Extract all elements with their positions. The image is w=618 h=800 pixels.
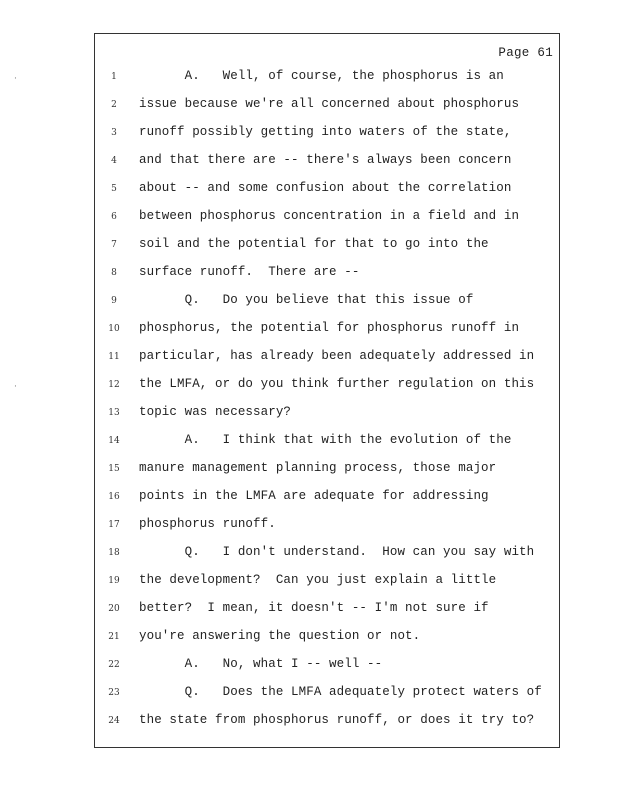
line-number: 14	[108, 436, 120, 446]
transcript-line: A. No, what I -- well --	[139, 657, 383, 671]
margin-mark: ·	[14, 74, 17, 84]
transcript-line: and that there are -- there's always been concern	[139, 153, 512, 167]
line-number: 9	[111, 296, 117, 306]
transcript-line: better? I mean, it doesn't -- I'm not sure if	[139, 601, 489, 615]
line-number: 19	[108, 576, 120, 586]
line-number: 24	[108, 716, 120, 726]
line-number: 12	[108, 380, 120, 390]
transcript-line: particular, has already been adequately addressed in	[139, 349, 535, 363]
transcript-line: about -- and some confusion about the correlation	[139, 181, 512, 195]
line-number: 6	[111, 212, 117, 222]
line-number: 15	[108, 464, 120, 474]
transcript-line: Q. I don't understand. How can you say with	[139, 545, 535, 559]
line-number: 3	[111, 128, 117, 138]
line-number: 16	[108, 492, 120, 502]
transcript-line: Q. Do you believe that this issue of	[139, 293, 474, 307]
transcript-line: phosphorus, the potential for phosphorus runoff in	[139, 321, 520, 335]
line-number: 13	[108, 408, 120, 418]
page-number: Page 61	[498, 46, 553, 60]
transcript-page	[94, 33, 560, 748]
line-number: 4	[111, 156, 117, 166]
line-number: 20	[108, 604, 120, 614]
transcript-line: the state from phosphorus runoff, or does it try to?	[139, 713, 535, 727]
line-number: 11	[108, 352, 120, 362]
line-number: 17	[108, 520, 120, 530]
transcript-line: runoff possibly getting into waters of the state,	[139, 125, 512, 139]
transcript-line: A. Well, of course, the phosphorus is an	[139, 69, 504, 83]
transcript-line: A. I think that with the evolution of the	[139, 433, 512, 447]
line-number: 2	[111, 100, 117, 110]
transcript-line: soil and the potential for that to go into the	[139, 237, 489, 251]
transcript-line: surface runoff. There are --	[139, 265, 360, 279]
transcript-line: points in the LMFA are adequate for addressing	[139, 489, 489, 503]
transcript-line: Q. Does the LMFA adequately protect waters of	[139, 685, 542, 699]
line-number: 10	[108, 324, 120, 334]
transcript-line: between phosphorus concentration in a field and in	[139, 209, 520, 223]
line-number: 7	[111, 240, 117, 250]
line-number: 1	[111, 72, 117, 82]
line-number: 23	[108, 688, 120, 698]
line-number: 8	[111, 268, 117, 278]
transcript-line: the LMFA, or do you think further regulation on this	[139, 377, 535, 391]
margin-mark: ·	[14, 382, 17, 392]
line-number: 21	[108, 632, 120, 642]
transcript-line: you're answering the question or not.	[139, 629, 421, 643]
transcript-line: topic was necessary?	[139, 405, 292, 419]
transcript-line: phosphorus runoff.	[139, 517, 276, 531]
line-number: 18	[108, 548, 120, 558]
line-number: 22	[108, 660, 120, 670]
transcript-line: issue because we're all concerned about phosphorus	[139, 97, 520, 111]
line-number: 5	[111, 184, 117, 194]
transcript-line: manure management planning process, those major	[139, 461, 497, 475]
transcript-line: the development? Can you just explain a little	[139, 573, 497, 587]
